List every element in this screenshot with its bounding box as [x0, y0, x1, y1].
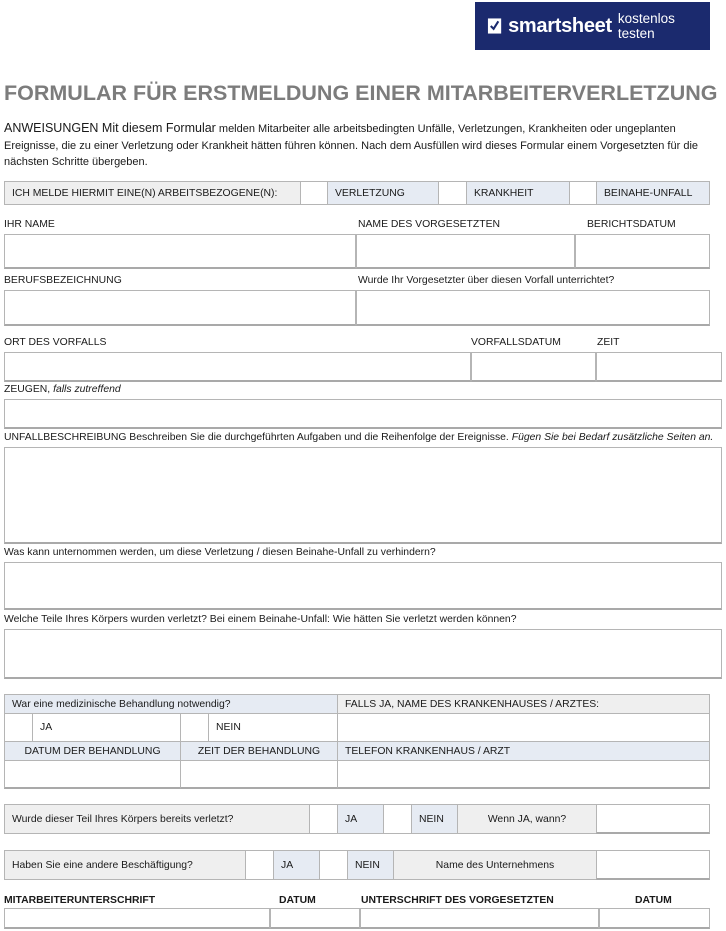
instructions [4, 120, 716, 171]
treatment-date-field[interactable] [4, 760, 181, 789]
treatment-no-label: NEIN [208, 713, 338, 742]
employee-signature-field[interactable] [4, 908, 270, 929]
supervisor-informed-field[interactable] [356, 290, 710, 326]
checkbox-treatment-yes[interactable] [4, 713, 33, 742]
checkbox-near-miss[interactable] [569, 181, 597, 205]
job-title-label: BERUFSBEZEICHNUNG [4, 275, 122, 286]
smartsheet-check-icon [487, 17, 502, 35]
prior-injury-question: Wurde dieser Teil Ihres Körpers bereits verletzt? [4, 804, 310, 834]
incident-date-field[interactable] [471, 352, 596, 382]
other-job-question: Haben Sie eine andere Beschäftigung? [4, 850, 246, 880]
supervisor-date-label: DATUM [635, 895, 672, 906]
treatment-time-field[interactable] [180, 760, 338, 789]
page-title: FORMULAR FÜR ERSTMELDUNG EINER MITARBEITERVERLETZUNG [4, 81, 718, 105]
report-type-label: ICH MELDE HIERMIT EINE(N) ARBEITSBEZOGENE(N): [4, 181, 301, 205]
location-label: ORT DES VORFALLS [4, 337, 107, 348]
checkbox-other-yes[interactable] [245, 850, 274, 880]
brand-name: smartsheet [508, 14, 612, 37]
time-field[interactable] [596, 352, 722, 382]
hospital-label: FALLS JA, NAME DES KRANKENHAUSES / ARZTES: [337, 694, 710, 714]
prior-when-field[interactable] [596, 804, 710, 834]
report-date-field[interactable] [575, 234, 710, 269]
company-label: Name des Unternehmens [393, 850, 597, 880]
checkbox-treatment-no[interactable] [180, 713, 209, 742]
prior-when-label: Wenn JA, wann? [457, 804, 597, 834]
description-note: Fügen Sie bei Bedarf zusätzliche Seiten an. [511, 432, 714, 443]
checkbox-injury[interactable] [300, 181, 328, 205]
supervisor-signature-field[interactable] [360, 908, 599, 929]
witnesses-field[interactable] [4, 399, 722, 429]
name-label: IHR NAME [4, 219, 55, 230]
job-title-field[interactable] [4, 290, 356, 326]
option-near-miss-label: BEINAHE-UNFALL [596, 181, 710, 205]
prevention-field[interactable] [4, 562, 722, 610]
other-no-label: NEIN [347, 850, 394, 880]
witnesses-note: falls zutreffend [53, 384, 121, 395]
report-date-label: BERICHTSDATUM [587, 219, 676, 230]
option-injury-label: VERLETZUNG [327, 181, 439, 205]
prevention-label: Was kann unternommen werden, um diese Verletzung / diesen Beinahe-Unfall zu verhindern? [4, 547, 436, 558]
treatment-time-label: ZEIT DER BEHANDLUNG [180, 741, 338, 761]
supervisor-signature-label: UNTERSCHRIFT DES VORGESETZTEN [361, 895, 554, 906]
other-yes-label: JA [273, 850, 320, 880]
supervisor-label: NAME DES VORGESETZTEN [358, 219, 501, 230]
employee-date-field[interactable] [270, 908, 360, 929]
supervisor-date-field[interactable] [599, 908, 710, 929]
body-parts-label: Welche Teile Ihres Körpers wurden verletzt? Bei einem Beinahe-Unfall: Wie hätten Sie verletzt werden können? [4, 614, 517, 625]
description-label-text: UNFALLBESCHREIBUNG Beschreiben Sie die durchgeführten Aufgaben und die Reihenfolge der Ereignisse. [4, 432, 509, 443]
checkbox-illness[interactable] [438, 181, 467, 205]
prior-no-label: NEIN [411, 804, 458, 834]
employee-date-label: DATUM [279, 895, 316, 906]
treatment-yes-label: JA [32, 713, 181, 742]
hospital-phone-field[interactable] [337, 760, 710, 789]
checkbox-prior-yes[interactable] [309, 804, 338, 834]
treatment-date-label: DATUM DER BEHANDLUNG [4, 741, 181, 761]
company-field[interactable] [596, 850, 710, 880]
supervisor-field[interactable] [356, 234, 575, 269]
try-free-link[interactable]: kostenlos testen [617, 11, 675, 41]
checkbox-other-no[interactable] [319, 850, 348, 880]
supervisor-informed-label: Wurde Ihr Vorgesetzter über diesen Vorfall unterrichtet? [358, 275, 615, 286]
location-field[interactable] [4, 352, 471, 382]
employee-signature-label: MITARBEITERUNTERSCHRIFT [4, 895, 156, 906]
witnesses-label-text: ZEUGEN, [4, 384, 51, 395]
instructions-heading: ANWEISUNGEN Mit diesem Formular [4, 121, 216, 135]
witnesses-label [4, 384, 121, 395]
time-label: ZEIT [597, 337, 620, 348]
smartsheet-banner[interactable] [475, 2, 710, 50]
prior-yes-label: JA [337, 804, 384, 834]
description-label [4, 432, 713, 443]
incident-date-label: VORFALLSDATUM [471, 337, 561, 348]
description-field[interactable] [4, 447, 722, 544]
body-parts-field[interactable] [4, 629, 722, 679]
hospital-field[interactable] [337, 713, 710, 742]
treatment-question: War eine medizinische Behandlung notwendig? [4, 694, 338, 714]
option-illness-label: KRANKHEIT [466, 181, 570, 205]
name-field[interactable] [4, 234, 356, 269]
hospital-phone-label: TELEFON KRANKENHAUS / ARZT [337, 741, 710, 761]
instructions-text: melden Mitarbeiter alle arbeitsbedingten Unfälle, Verletzungen, Krankheiten oder ungeplanten Ereignisse, die zu einer Verletzung oder Krankheit hätten führen können. Nach dem Ausfüllen wird dieses Formular einem Vorgesetzten für die nächsten Schritte übergeben. [4, 123, 699, 168]
checkbox-prior-no[interactable] [383, 804, 412, 834]
